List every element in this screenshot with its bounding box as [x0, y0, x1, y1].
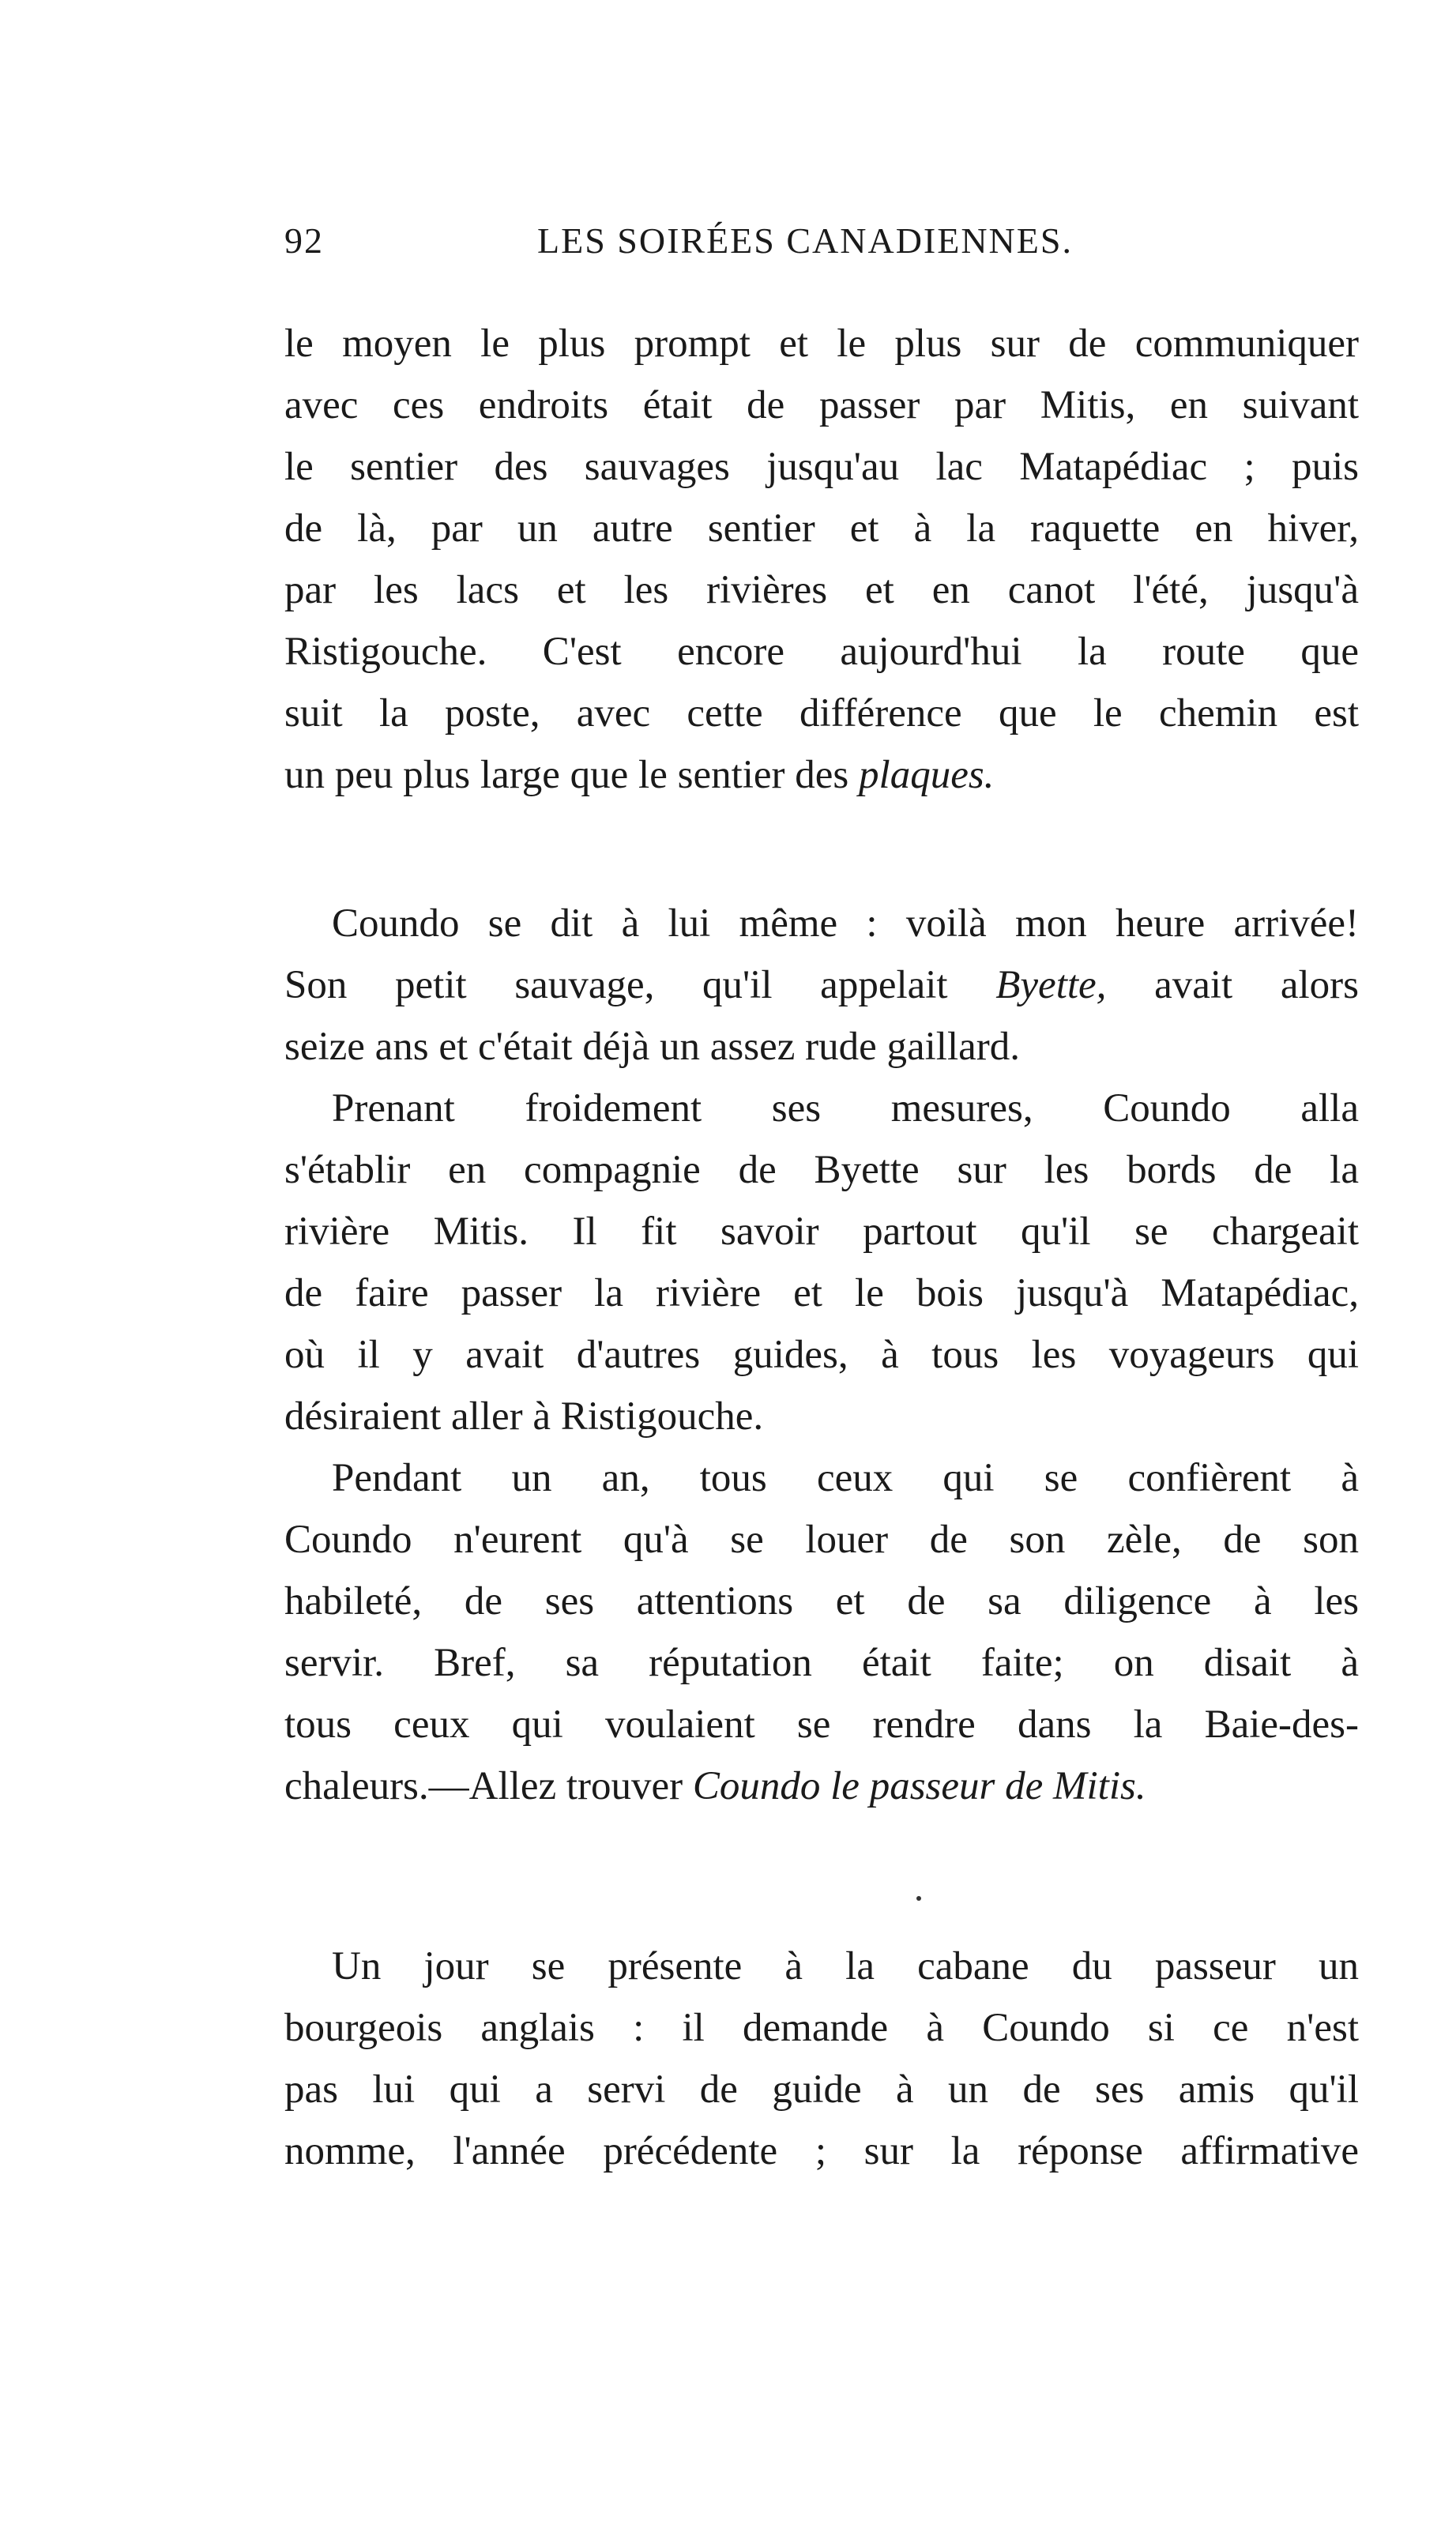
text-line: Ristigouche. C'est encore aujourd'hui la route que: [284, 630, 1359, 674]
text-line: Pendant un an, tous ceux qui se confièrent à: [332, 1456, 1359, 1500]
text-line: avec ces endroits était de passer par Mitis, en suivant: [284, 383, 1359, 427]
text-line: nomme, l'année précédente ; sur la réponse affirmative: [284, 2129, 1359, 2173]
paragraph-1: [284, 313, 1359, 806]
running-head: [284, 220, 1375, 275]
paragraph-2: [284, 893, 1359, 1078]
italic-text: plaques.: [859, 753, 995, 797]
text-line: Un jour se présente à la cabane du passeur un: [332, 1944, 1359, 1988]
text-line: bourgeois anglais : il demande à Coundo si ce n'est: [284, 2006, 1359, 2050]
text-line: Coundo se dit à lui même : voilà mon heure arrivée!: [332, 901, 1359, 946]
text-run: chaleurs.—Allez trouver: [284, 1764, 693, 1808]
text-line: pas lui qui a servi de guide à un de ses amis qu'il: [284, 2067, 1359, 2112]
text-line: Prenant froidement ses mesures, Coundo alla: [332, 1086, 1359, 1131]
text-line: par les lacs et les rivières et en canot l'été, jusqu'à: [284, 568, 1359, 612]
text-line: seize ans et c'était déjà un assez rude gaillard.: [284, 1025, 1020, 1069]
text-line: désiraient aller à Ristigouche.: [284, 1394, 764, 1439]
text-line: habileté, de ses attentions et de sa diligence à les: [284, 1579, 1359, 1623]
page-number: 92: [284, 220, 324, 261]
text-run: Son petit sauvage, qu'il appelait: [284, 963, 996, 1007]
text-line: Coundo n'eurent qu'à se louer de son zèle, de son: [284, 1518, 1359, 1562]
italic-text: Byette,: [995, 963, 1107, 1007]
text-run: un peu plus large que le sentier des: [284, 753, 860, 797]
text-line: s'établir en compagnie de Byette sur les bords de la: [284, 1148, 1359, 1192]
print-dot: [916, 1896, 921, 1901]
text-line: où il y avait d'autres guides, à tous les voyageurs qui: [284, 1333, 1359, 1377]
paragraph-4: [284, 1447, 1359, 1817]
text-line: suit la poste, avec cette différence que le chemin est: [284, 691, 1359, 736]
text-line: servir. Bref, sa réputation était faite; on disait à: [284, 1641, 1359, 1685]
text-line: [284, 1755, 1359, 1817]
text-line: de là, par un autre sentier et à la raquette en hiver,: [284, 506, 1359, 551]
paragraph-5: [284, 1936, 1359, 2182]
text-line: de faire passer la rivière et le bois jusqu'à Matapédiac,: [284, 1271, 1359, 1315]
text-line: le sentier des sauvages jusqu'au lac Matapédiac ; puis: [284, 445, 1359, 489]
text-line: rivière Mitis. Il fit savoir partout qu'il se chargeait: [284, 1210, 1359, 1254]
text-run: avait alors: [1106, 963, 1359, 1007]
italic-text: Coundo le passeur de Mitis.: [692, 1764, 1146, 1808]
text-line: le moyen le plus prompt et le plus sur de communiquer: [284, 322, 1359, 366]
text-line: [284, 954, 1359, 1016]
text-line: tous ceux qui voulaient se rendre dans la Baie-des-: [284, 1702, 1359, 1747]
running-title: LES SOIRÉES CANADIENNES.: [537, 220, 1073, 261]
paragraph-3: [284, 1078, 1359, 1447]
text-line: [284, 744, 1359, 806]
